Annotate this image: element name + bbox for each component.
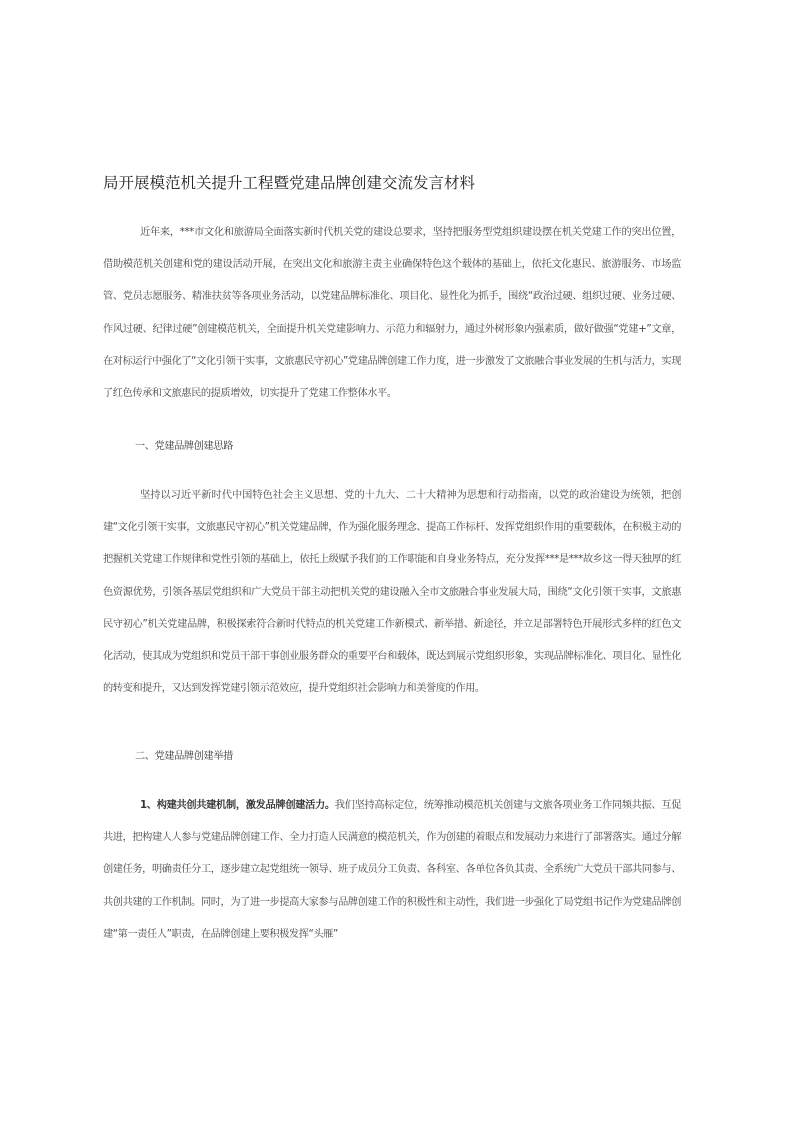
section-heading-1: 一、党建品牌创建思路 <box>135 441 233 452</box>
intro-paragraph: 近年来，***市文化和旅游局全面落实新时代机关党的建设总要求，坚持把服务型党组织建设摆在机关党建工作的突出位置，借助模范机关创建和党的建设活动开展，在突出文化和旅游主责主业确保特色这个载体的基础上，依托文化惠民、旅游服务、市场监管、党员志愿服务、精准扶贫等各项业务活动，以党建品牌标准化、项目化、显性化为抓手，围绕“政治过硬、组织过硬、业务过硬、作风过硬、纪律过硬”创建模范机关，全面提升机关党建影响力、示范力和辐射力，通过外树形象内强素质，做好做强“党建+”文章，在对标运行中强化了“文化引领干实事，文旅惠民守初心”党建品牌创建工作力度，进一步激发了文旅融合事业发展的生机与活力，实现了红色传承和文旅惠民的提质增效，切实提升了党建工作整体水平。 <box>103 227 681 400</box>
document-title: 局开展模范机关提升工程暨党建品牌创建交流发言材料 <box>103 174 476 192</box>
measure-1-text: 我们坚持高标定位，统筹推动模范机关创建与文旅各项业务工作同频共振、互促共进，把构建人人参与党建品牌创建工作、全力打造人民满意的模范机关，作为创建的着眼点和发展动力来进行了部署落实。通过分解创建任务，明确责任分工，逐步建立起党组统一领导、班子成员分工负责、各科室、各单位各负其责、全系统广大党员干部共同参与、共创共建的工作机制。同时，为了进一步提高大家参与品牌创建工作的积极性和主动性，我们进一步强化了局党组书记作为党建品牌创建“第一责任人”职责，在品牌创建上要积极发挥“头雁” <box>103 800 681 940</box>
measure-1-lead: 1、构建共创共建机制，激发品牌创建活力。 <box>140 800 335 811</box>
section-heading-2: 二、党建品牌创建举措 <box>135 751 233 762</box>
section-1-paragraph: 坚持以习近平新时代中国特色社会主义思想、党的十九大、二十大精神为思想和行动指南，以党的政治建设为统领，把创建“文化引领干实事，文旅惠民守初心”机关党建品牌，作为强化服务理念、提高工作标杆、发挥党组织作用的重要载体，在积极主动的把握机关党建工作规律和党性引领的基础上，依托上级赋予我们的工作职能和自身业务特点，充分发挥***是***故乡这一得天独厚的红色资源优势，引领各基层党组织和广大党员干部主动把机关党的建设融入全市文旅融合事业发展大局，围绕“文化引领干实事，文旅惠民守初心”机关党建品牌，积极探索符合新时代特点的机关党建工作新模式、新举措、新途径，并立足部署特色开展形式多样的红色文化活动，使其成为党组织和党员干部干事创业服务群众的重要平台和载体，既达到展示党组织形象，实现品牌标准化、项目化、显性化的转变和提升，又达到发挥党建引领示范效应，提升党组织社会影响力和美誉度的作用。 <box>103 490 681 695</box>
section-2-paragraph <box>103 790 681 951</box>
